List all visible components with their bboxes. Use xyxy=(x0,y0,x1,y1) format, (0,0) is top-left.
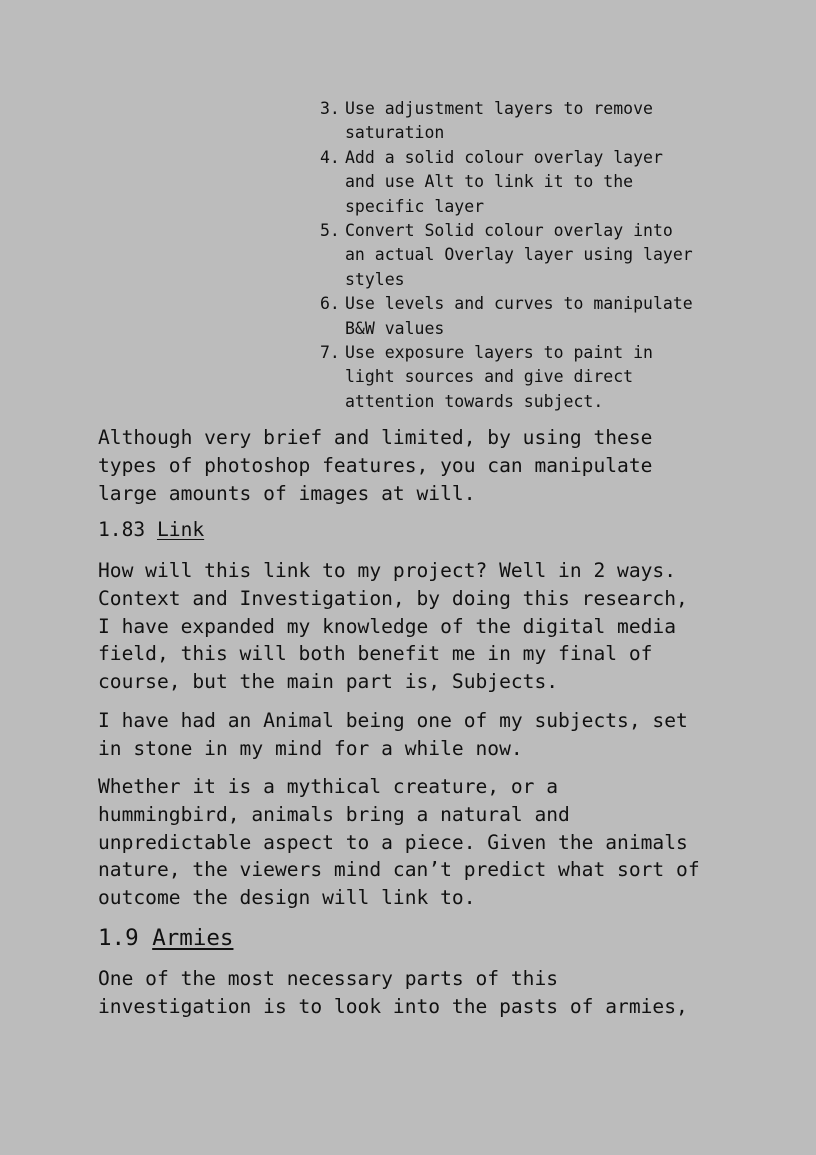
section-number: 1.83 xyxy=(98,518,146,541)
link-paragraph-1: How will this link to my project? Well in 2 ways. Context and Investigation, by doing this research, I have expanded my knowledge of the digital media field, this will both benefit me in my final of course, but the main part is, Subjects. xyxy=(98,559,688,694)
list-item-number: 3. xyxy=(320,99,340,118)
numbered-steps-list xyxy=(320,97,730,414)
list-item-text: Use levels and curves to manipulate B&W values xyxy=(345,294,693,338)
list-item-text: Use exposure layers to paint in light sources and give direct attention towards subject. xyxy=(345,343,653,411)
list-item-number: 6. xyxy=(320,294,340,314)
list-item xyxy=(320,292,730,341)
section-number: 1.9 xyxy=(98,925,139,951)
list-item-text: Use adjustment layers to remove saturation xyxy=(345,99,653,143)
section-title: Link xyxy=(156,518,205,541)
section-heading-link xyxy=(98,518,204,541)
section-heading-armies xyxy=(98,925,233,951)
list-item-number: 4. xyxy=(320,147,340,167)
link-paragraph-2: I have had an Animal being one of my subjects, set in stone in my mind for a while now. xyxy=(98,709,688,760)
list-item-number: 5. xyxy=(320,221,340,241)
list-item xyxy=(320,146,730,219)
armies-paragraph: One of the most necessary parts of this investigation is to look into the pasts of armies, xyxy=(98,967,688,1018)
list-item xyxy=(320,341,730,414)
summary-paragraph: Although very brief and limited, by using these types of photoshop features, you can manipulate large amounts of images at will. xyxy=(98,426,653,505)
link-paragraph-3: Whether it is a mythical creature, or a hummingbird, animals bring a natural and unpredictable aspect to a piece. Given the animals nature, the viewers mind can’t predict what sort of outcome the design will link to. xyxy=(98,775,700,910)
section-title: Armies xyxy=(152,925,234,951)
list-item-text: Add a solid colour overlay layer and use Alt to link it to the specific layer xyxy=(345,147,663,216)
list-item-number: 7. xyxy=(320,343,340,363)
list-item xyxy=(320,219,730,292)
list-item-text: Convert Solid colour overlay into an actual Overlay layer using layer styles xyxy=(345,221,693,289)
list-item xyxy=(320,97,730,146)
